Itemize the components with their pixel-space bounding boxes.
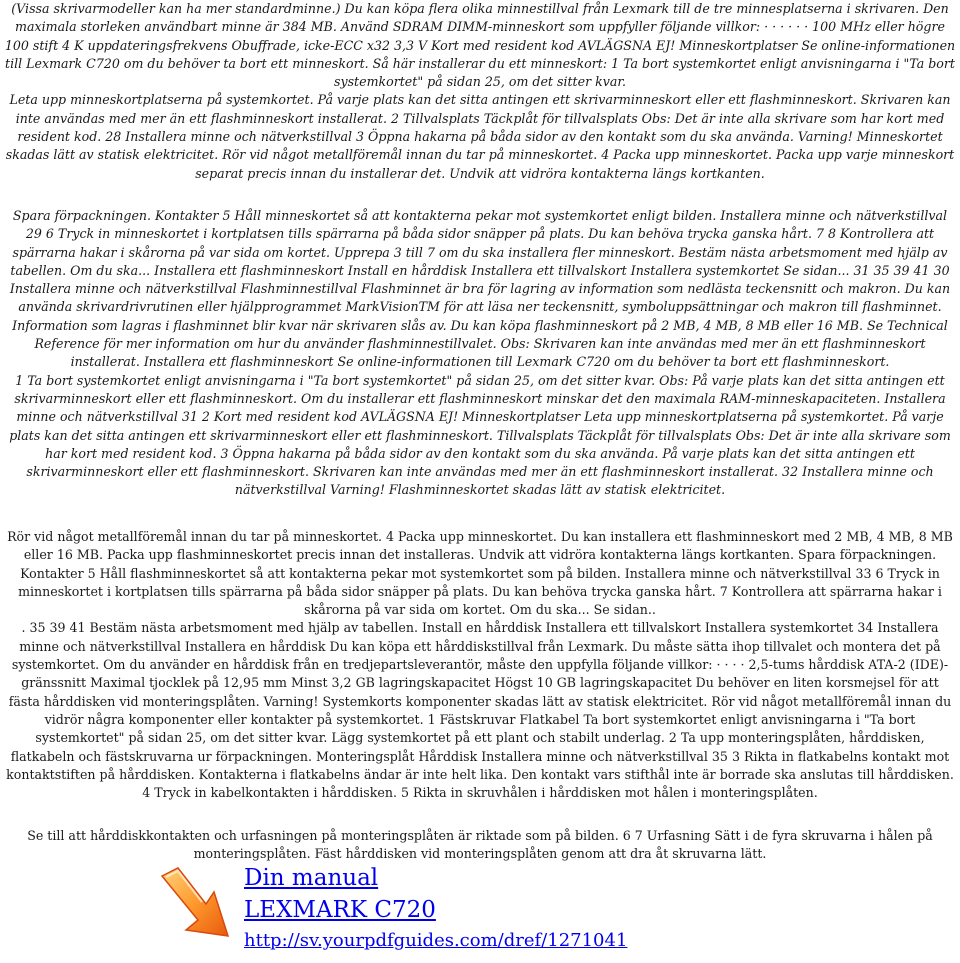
paragraph: Leta upp minneskortplatserna på systemkortet. På varje plats kan det sitta antingen ett skrivarminneskort eller ett flashminneskort. Skrivaren kan inte användas med mer än ett flashminneskort installerat. 2 Tillvalsplats Täckplåt för tillvalsplats Obs: Det är inte alla skrivare som har kort med resident kod. 28 Installera minne och nätverkstillval 3 Öppna hakarna på båda sidor av den kontakt som du ska använda. Varning! Minneskortet skadas lätt av statisk elektricitet. Rör vid något metallföremål innan du tar på minneskortet. 4 Packa upp minneskortet. Packa upp varje minneskort separat precis innan du installerar det. Undvik att vidröra kontakterna längs kortkanten. [5, 92, 955, 181]
orange-arrow-icon [156, 864, 236, 950]
url-link[interactable]: http://sv.yourpdfguides.com/dref/1271041 [244, 930, 628, 951]
paragraph: Information som lagras i flashminnet blir kvar när skrivaren slås av. Du kan köpa flashminneskort på 2 MB, 4 MB, 8 MB eller 16 MB. Se Technical Reference för mer information om hur du använder flashminnestillvalet. Obs: Skrivaren kan inte användas med mer än ett flashminneskort installerat. Installera ett flashminneskort Se online-informationen till Lexmark C720 om du behöver ta bort ett flashminneskort. [12, 317, 948, 370]
paragraph: Spara förpackningen. Kontakter 5 Håll minneskortet så att kontakterna pekar mot systemkortet enligt bilden. Installera minne och nätverkstillval 29 6 Tryck in minneskortet i kortplatsen tills spärrarna på båda sidor snäpper på plats. Du kan behöva trycka ganska hårt. 7 8 Kontrollera att spärrarna hakar i skårorna på var sida om kortet. Upprepa 3 till 7 om du ska installera fler minneskort. Bestäm nästa arbetsmoment med hjälp av tabellen. Om du ska... Installera ett flashminneskort Install en hårddisk Installera ett tillvalskort Installera systemkortet Se sidan... 31 35 39 41 30 Installera minne och nätverkstillval Flashminnestillval Flashminnet är bra för lagring av information som nedlästa teckensnitt och makron. Du kan använda skrivardrivrutinen eller hjälpprogrammet MarkVisionTM för att läsa ner teckensnitt, symboluppsättningar och makron till flashminnet. [9, 208, 951, 315]
footer-links [244, 862, 627, 954]
footer [156, 858, 628, 958]
product-link[interactable]: LEXMARK C720 [244, 897, 436, 923]
paragraph: Se till att hårddiskkontakten och urfasningen på monteringsplåten är riktade som på bilden. 6 7 Urfasning Sätt i de fyra skruvarna i hålen på monteringsplåten. Fäst hårddisken vid monteringsplåten genom att dra åt skruvarna lätt. [27, 828, 933, 862]
paragraph: (Vissa skrivarmodeller kan ha mer standardminne.) Du kan köpa flera olika minnestillval från Lexmark till de tre minnesplatserna i skrivaren. Den maximala storleken användbart minne är 384 MB. Använd SDRAM DIMM-minneskort som uppfyller följande villkor: · · · · · · 100 MHz eller högre 100 stift 4 K uppdateringsfrekvens Obuffrade, icke-ECC x32 3,3 V Kort med resident kod AVLÄGSNA EJ! Minneskortplatser Se online-informationen till Lexmark C720 om du behöver ta bort ett minneskort. Så här installerar du ett minneskort: 1 Ta bort systemkortet enligt anvisningarna i "Ta bort systemkortet" på sidan 25, om det sitter kvar. [4, 1, 956, 90]
paragraph: Rör vid något metallföremål innan du tar på minneskortet. 4 Packa upp minneskortet. Du kan installera ett flashminneskort med 2 MB, 4 MB, 8 MB eller 16 MB. Packa upp flashminneskortet precis innan det installeras. Undvik att vidröra kontakterna längs kortkanten. Spara förpackningen. Kontakter 5 Håll flashminneskortet så att kontakterna pekar mot systemkortet som på bilden. Installera minne och nätverkstillval 33 6 Tryck in minneskortet i kortplatsen tills spärrarna på båda sidor snäpper på plats. Du kan behöva trycka ganska hårt. 7 Kontrollera att spärrarna hakar i skårorna på var sida om kortet. Om du ska... Se sidan.. [7, 529, 953, 618]
paragraph: 1 Ta bort systemkortet enligt anvisningarna i "Ta bort systemkortet" på sidan 25, om det sitter kvar. Obs: På varje plats kan det sitta antingen ett skrivarminneskort eller ett flashminneskort. Om du installerar ett flashminneskort minskar det den maximala RAM-minneskapaciteten. Installera minne och nätverkstillval 31 2 Kort med resident kod AVLÄGSNA EJ! Minneskortplatser Leta upp minneskortplatserna på systemkortet. På varje plats kan det sitta antingen ett skrivarminneskort eller ett flashminneskort. Tillvalsplats Täckplåt för tillvalsplats Obs: Det är inte alla skrivare som har kort med resident kod. 3 Öppna hakarna på båda sidor av den kontakt som du ska använda. På varje plats kan det sitta antingen ett skrivarminneskort eller ett flashminneskort. Skrivaren kan inte användas med mer än ett flashminneskort installerat. 32 Installera minne och nätverkstillval Varning! Flashminneskortet skadas lätt av statisk elektricitet. [9, 372, 951, 498]
manual-link[interactable]: Din manual [244, 865, 379, 891]
text-block-1 [4, 0, 956, 183]
text-block-3 [4, 528, 956, 802]
paragraph: . 35 39 41 Bestäm nästa arbetsmoment med hjälp av tabellen. Install en hårddisk Installera ett tillvalskort Installera systemkortet 34 Installera minne och nätverkstillval Installera en hårddisk Du kan köpa ett hårddiskstillval från Lexmark. Du måste sätta ihop tillvalet och montera det på systemkortet. Om du använder en hårddisk från en tredjepartsleverantör, måste den uppfylla följande villkor: · · · · 2,5-tums hårddisk ATA-2 (IDE)-gränssnitt Maximal tjocklek på 12,95 mm Minst 3,2 GB lagringskapacitet Högst 10 GB lagringskapacitet Du behöver en liten korsmejsel för att fästa hårddisken vid monteringsplåten. Varning! Systemkorts komponenter skadas lätt av statisk elektricitet. Rör vid något metallföremål innan du vidrör några komponenter eller kontakter på systemkortet. 1 Fästskruvar Flatkabel Ta bort systemkortet enligt anvisningarna i "Ta bort systemkortet" på sidan 25, om det sitter kvar. Lägg systemkortet på ett plant och stabilt underlag. 2 Ta upp monteringsplåten, hårddisken, flatkabeln och fästskruvarna ur förpackningen. Monteringsplåt Hårddisk Installera minne och nätverkstillval 35 3 Rikta in flatkabelns kontakt mot kontaktstiften på hårddisken. Kontakterna i flatkabelns ändar är inte helt lika. Den kontakt vars stifthål inte är borrade ska anslutas till hårddisken. 4 Tryck in kabelkontakten i hårddisken. 5 Rikta in skruvhålen i hårddisken mot hålen i monteringsplåten. [6, 620, 954, 801]
text-block-2 [4, 207, 956, 500]
